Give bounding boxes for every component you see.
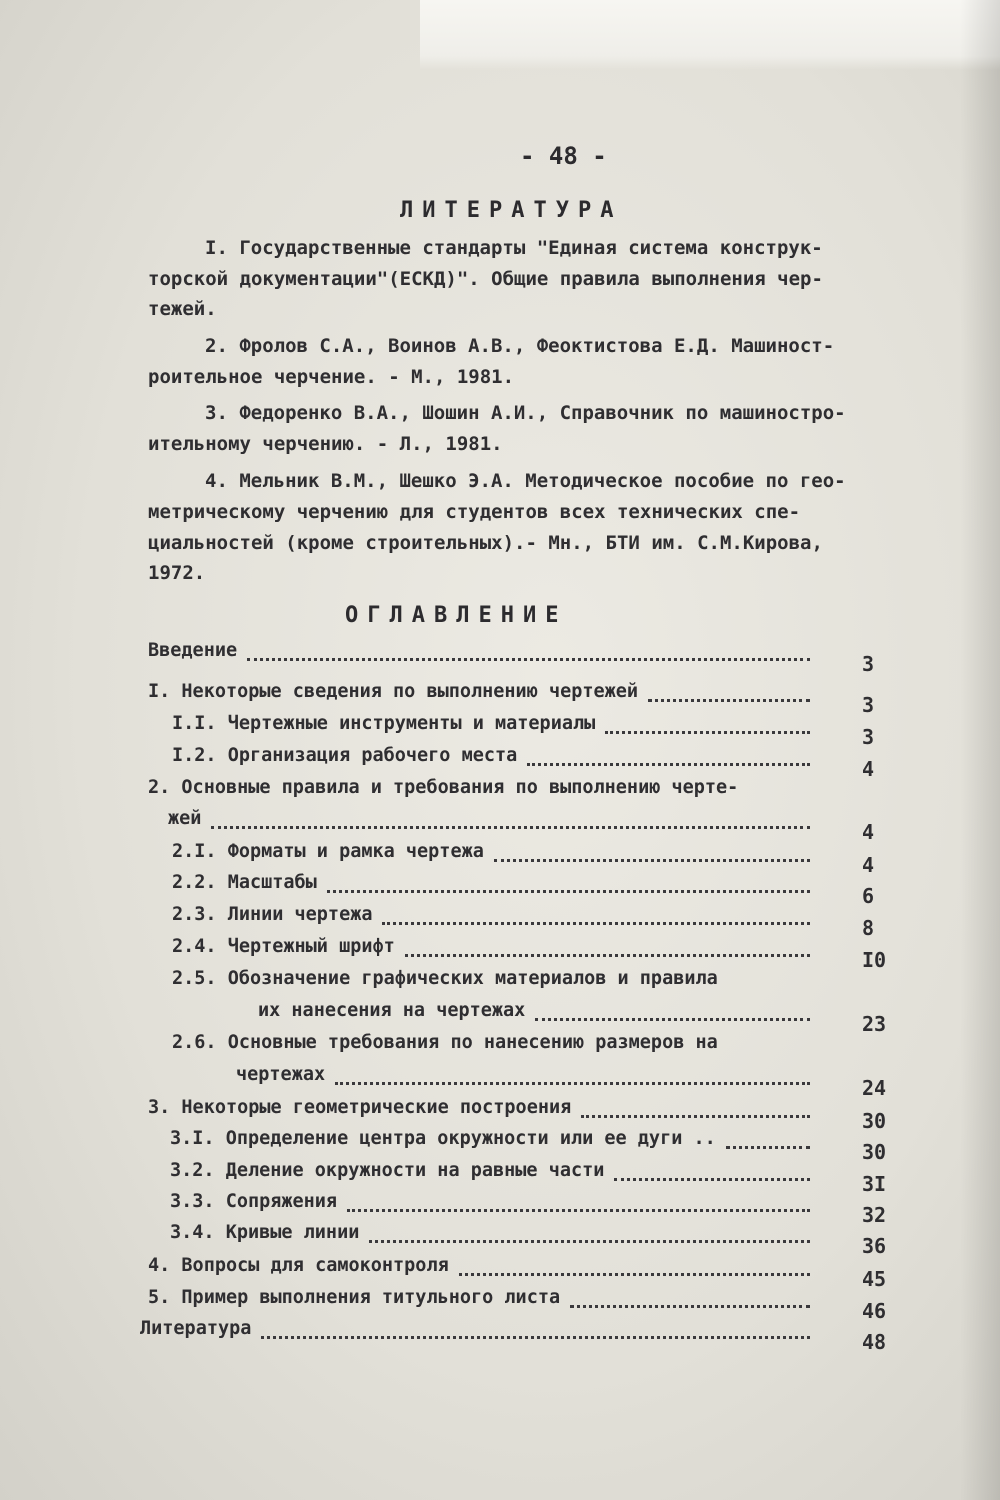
- toc-page-number: 3: [862, 693, 875, 717]
- toc-entry-title: I.I. Чертежные инструменты и материалы: [172, 713, 596, 734]
- toc-entry: [170, 1128, 716, 1149]
- toc-entry-title: 3.I. Определение центра окружности или ее дуги ..: [170, 1128, 716, 1149]
- toc-entry-title: I. Некоторые сведения по выполнению чертежей: [148, 681, 639, 702]
- toc-entry: [170, 1222, 359, 1243]
- toc-page-number: 30: [862, 1109, 887, 1133]
- toc-entry-title: 5. Пример выполнения титульного листа: [148, 1287, 561, 1308]
- toc-entry: [236, 1064, 325, 1085]
- literature-line: 4. Мельник В.М., Шешко Э.А. Методическое пособие по гео-: [205, 470, 846, 492]
- page-shadow: [960, 0, 1000, 1500]
- toc-entry: [172, 841, 484, 862]
- toc-leader-dots: [570, 1305, 810, 1308]
- toc-entry-title: 2. Основные правила и требования по выполнению черте-: [148, 777, 739, 798]
- toc-page-number: 23: [862, 1012, 887, 1036]
- toc-page-number: 24: [862, 1076, 887, 1100]
- toc-entry: [148, 1287, 560, 1308]
- toc-page-number: 3I: [862, 1172, 887, 1196]
- toc-entry-title: чертежах: [236, 1064, 326, 1085]
- toc-entry-title: 2.3. Линии чертежа: [172, 904, 373, 925]
- toc-entry-title: 3.2. Деление окружности на равные части: [170, 1160, 605, 1181]
- toc-leader-dots: [459, 1273, 810, 1276]
- toc-entry: [172, 872, 317, 893]
- toc-page-number: 3: [862, 725, 875, 749]
- toc-page-number: 46: [862, 1299, 887, 1323]
- toc-entry: [148, 1255, 449, 1276]
- toc-entry-title: 2.2. Масштабы: [172, 872, 317, 893]
- toc-leader-dots: [726, 1146, 810, 1149]
- toc-entry: [148, 640, 237, 661]
- toc-entry: [168, 808, 201, 829]
- toc-page-number: 4: [862, 820, 875, 844]
- toc-entry-title: 2.6. Основные требования по нанесению размеров на: [172, 1032, 718, 1053]
- toc-entry-title: 2.I. Форматы и рамка чертежа: [172, 841, 484, 862]
- toc-leader-dots: [605, 731, 810, 734]
- literature-line: ительному черчению. - Л., 1981.: [148, 433, 503, 455]
- toc-page-number: I0: [862, 948, 887, 972]
- toc-entry-title: 4. Вопросы для самоконтроля: [148, 1255, 449, 1276]
- toc-page-number: 6: [862, 884, 875, 908]
- toc-leader-dots: [211, 826, 810, 829]
- toc-leader-dots: [614, 1178, 810, 1181]
- toc-leader-dots: [327, 890, 810, 893]
- toc-leader-dots: [405, 954, 810, 957]
- literature-line: 1972.: [148, 562, 206, 584]
- toc-entry-title: 2.5. Обозначение графических материалов и правила: [172, 968, 718, 989]
- toc-entry-title: I.2. Организация рабочего места: [172, 745, 518, 766]
- toc-entry: [172, 1032, 718, 1053]
- toc-page-number: 48: [862, 1330, 887, 1354]
- toc-entry-title: 3.3. Сопряжения: [170, 1191, 338, 1212]
- toc-entry: [258, 1000, 525, 1021]
- toc-page-number: 45: [862, 1267, 887, 1291]
- toc-entry: [172, 968, 718, 989]
- toc-entry-title: Введение: [148, 640, 238, 661]
- toc-page-number: 36: [862, 1234, 887, 1258]
- literature-line: торской документации"(ЕСКД)". Общие правила выполнения чер-: [148, 268, 823, 290]
- toc-page-number: 30: [862, 1140, 887, 1164]
- toc-entry-title: жей: [168, 808, 202, 829]
- toc-entry: [148, 777, 738, 798]
- toc-leader-dots: [261, 1336, 810, 1339]
- toc-leader-dots: [581, 1115, 810, 1118]
- toc-entry-title: 2.4. Чертежный шрифт: [172, 936, 395, 957]
- literature-line: метрическому черчению для студентов всех технических спе-: [148, 501, 801, 523]
- literature-line: тежей.: [148, 298, 217, 320]
- toc-entry: [172, 904, 372, 925]
- toc-entry: [148, 681, 638, 702]
- toc-leader-dots: [494, 859, 810, 862]
- toc-entry: [172, 713, 595, 734]
- toc-entry: [172, 936, 395, 957]
- literature-line: I. Государственные стандарты "Единая система конструк-: [205, 237, 823, 259]
- toc-entry-title: Литература: [140, 1318, 252, 1339]
- toc-entry: [140, 1318, 251, 1339]
- toc-leader-dots: [347, 1209, 810, 1212]
- toc-leader-dots: [335, 1082, 810, 1085]
- toc-leader-dots: [369, 1240, 810, 1243]
- toc-page-number: 4: [862, 853, 875, 877]
- toc-entry-title: их нанесения на чертежах: [258, 1000, 526, 1021]
- toc-entry: [170, 1191, 337, 1212]
- toc-entry-title: 3.4. Кривые линии: [170, 1222, 360, 1243]
- torn-paper-edge: [420, 0, 1000, 70]
- toc-leader-dots: [535, 1018, 810, 1021]
- toc-entry: [172, 745, 517, 766]
- toc-entry: [148, 1097, 571, 1118]
- toc-leader-dots: [648, 699, 810, 702]
- toc-leader-dots: [382, 922, 810, 925]
- literature-line: циальностей (кроме строительных).- Мн., БТИ им. С.М.Кирова,: [148, 532, 823, 554]
- toc-leader-dots: [527, 763, 810, 766]
- page-number: - 48 -: [520, 142, 607, 170]
- literature-heading: ЛИТЕРАТУРА: [400, 198, 623, 223]
- contents-heading: ОГЛАВЛЕНИЕ: [345, 603, 568, 628]
- toc-page-number: 4: [862, 757, 875, 781]
- literature-line: роительное черчение. - М., 1981.: [148, 366, 515, 388]
- toc-leader-dots: [247, 658, 810, 661]
- toc-page-number: 32: [862, 1203, 887, 1227]
- toc-entry: [170, 1160, 604, 1181]
- toc-page-number: 3: [862, 652, 875, 676]
- toc-entry-title: 3. Некоторые геометрические построения: [148, 1097, 572, 1118]
- toc-page-number: 8: [862, 916, 875, 940]
- literature-line: 3. Федоренко В.А., Шошин А.И., Справочник по машиностро-: [205, 402, 846, 424]
- literature-line: 2. Фролов С.А., Воинов А.В., Феоктистова Е.Д. Машиност-: [205, 335, 835, 357]
